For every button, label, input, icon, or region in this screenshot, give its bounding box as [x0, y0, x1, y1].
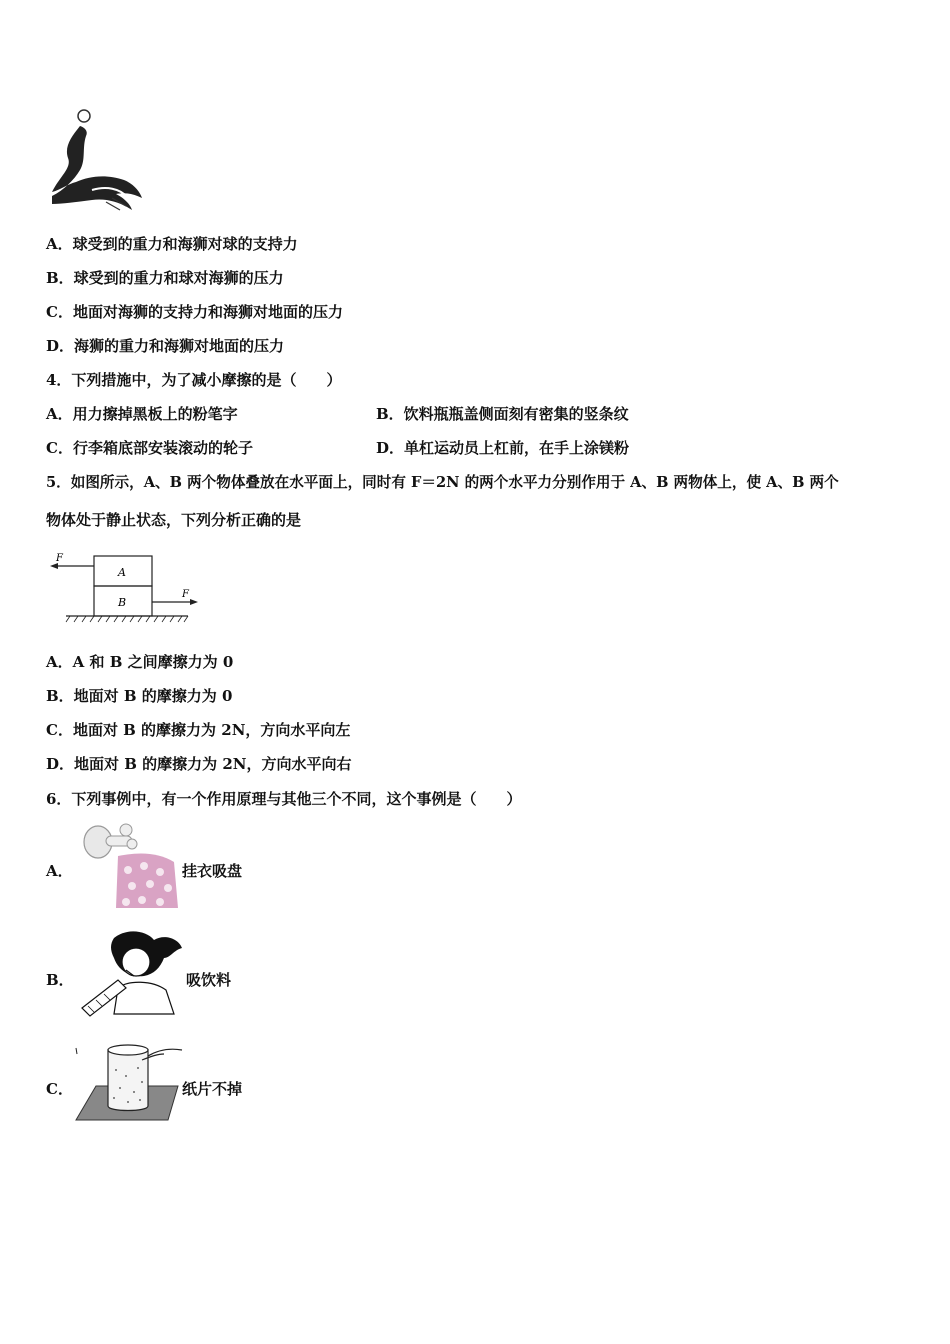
- q5-option-b: B．地面对 B 的摩擦力为 0: [46, 687, 233, 705]
- q6-option-b-caption: 吸饮料: [186, 971, 232, 989]
- suction-hook-image: [78, 822, 182, 908]
- sea-lion-figure: [46, 106, 146, 216]
- girl-drinking-image: [74, 928, 186, 1020]
- q5-option-d: D．地面对 B 的摩擦力为 2N，方向水平向右: [46, 755, 352, 773]
- q4-option-b: B．饮料瓶瓶盖侧面刻有密集的竖条纹: [376, 405, 629, 423]
- q6-option-c-caption: 纸片不掉: [182, 1080, 243, 1098]
- q4-option-d: D．单杠运动员上杠前，在手上涂镁粉: [376, 439, 630, 457]
- q6-option-c-letter: C．: [46, 1080, 73, 1098]
- q5-option-c: C．地面对 B 的摩擦力为 2N，方向水平向左: [46, 721, 351, 739]
- q6-option-b-letter: B．: [46, 971, 74, 989]
- q6-option-a-letter: A．: [46, 862, 73, 880]
- force-label-bottom: F: [182, 589, 189, 600]
- q4-option-a: A．用力擦掉黑板上的粉笔字: [46, 405, 238, 423]
- q3-option-c: C．地面对海狮的支持力和海狮对地面的压力: [46, 303, 343, 321]
- force-label-top: F: [56, 553, 63, 564]
- blocks-figure: [46, 552, 206, 630]
- q5-option-a: A．A 和 B 之间摩擦力为 0: [46, 653, 234, 671]
- block-a-label: A: [118, 566, 126, 579]
- block-b-label: B: [118, 596, 127, 609]
- q5-stem-line2: 物体处于静止状态，下列分析正确的是: [46, 511, 302, 529]
- q3-option-b: B．球受到的重力和球对海狮的压力: [46, 269, 284, 287]
- q6-option-a-caption: 挂衣吸盘: [182, 862, 243, 880]
- q4-option-c: C．行李箱底部安装滚动的轮子: [46, 439, 253, 457]
- q3-option-a: A．球受到的重力和海狮对球的支持力: [46, 235, 298, 253]
- q5-stem-line1: 5．如图所示，A、B 两个物体叠放在水平面上，同时有 F＝2N 的两个水平力分别作用于 A、B 两物体上，使 A、B 两个: [46, 474, 839, 491]
- paper-cup-image: [72, 1040, 184, 1122]
- q3-option-d: D．海狮的重力和海狮对地面的压力: [46, 337, 285, 355]
- q6-stem: 6．下列事例中，有一个作用原理与其他三个不同，这个事例是（ ）: [46, 790, 522, 808]
- q4-stem: 4．下列措施中，为了减小摩擦的是（ ）: [46, 371, 342, 389]
